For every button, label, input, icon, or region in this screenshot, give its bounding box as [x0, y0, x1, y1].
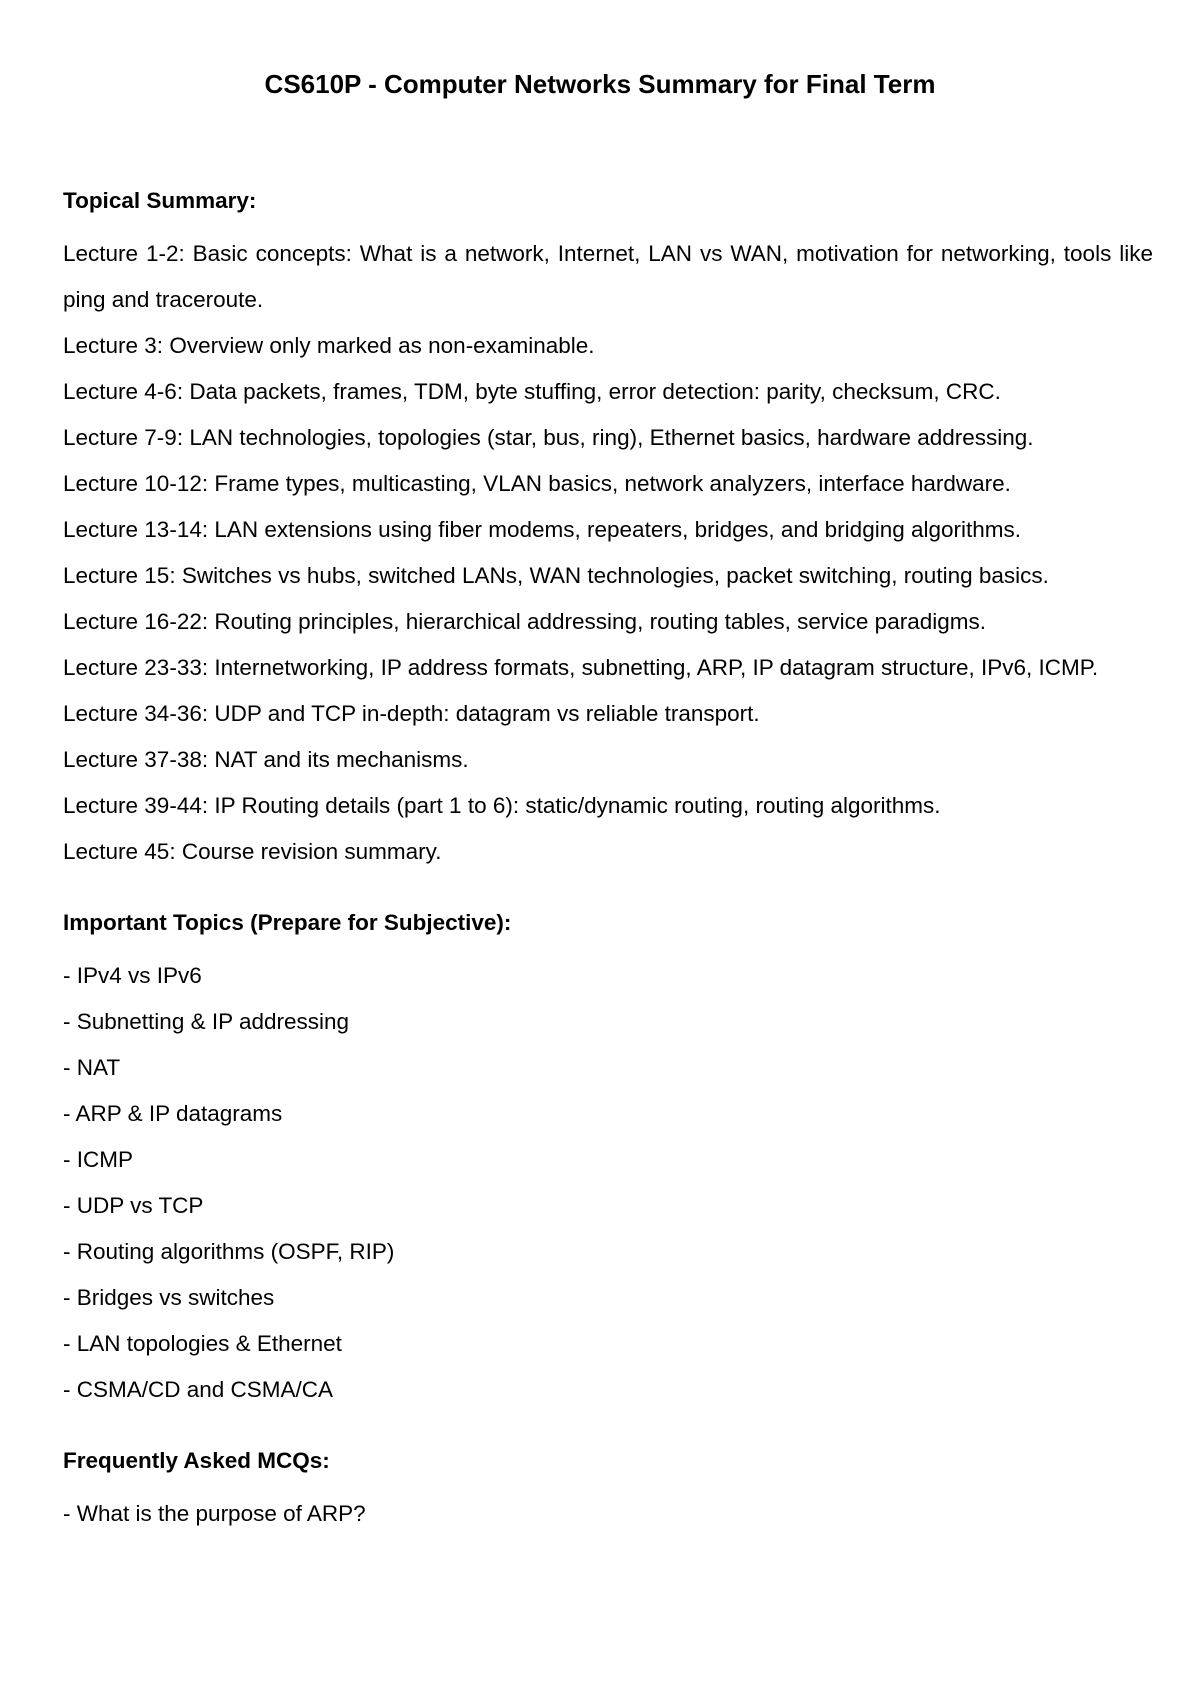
lecture-line: Lecture 45: Course revision summary.	[63, 839, 442, 864]
lecture-line: Lecture 39-44: IP Routing details (part 1 to 6): static/dynamic routing, routing algorithms.	[63, 793, 941, 818]
topic-item: - CSMA/CD and CSMA/CA	[63, 1377, 334, 1402]
document-title: CS610P - Computer Networks Summary for Final Term	[264, 69, 936, 99]
lecture-line: Lecture 37-38: NAT and its mechanisms.	[63, 747, 469, 772]
mcq-item: - What is the purpose of ARP?	[63, 1501, 366, 1526]
topic-item: - ARP & IP datagrams	[63, 1101, 283, 1126]
topic-item: - NAT	[63, 1055, 121, 1080]
topical-summary-list	[63, 231, 1153, 875]
lecture-line: Lecture 4-6: Data packets, frames, TDM, byte stuffing, error detection: parity, checksum, CRC.	[63, 379, 1001, 404]
topic-item: - Bridges vs switches	[63, 1285, 275, 1310]
lecture-line: Lecture 1-2: Basic concepts: What is a network, Internet, LAN vs WAN, motivation for networking, tools like ping and traceroute.	[63, 241, 1153, 312]
topic-item: - IPv4 vs IPv6	[63, 963, 202, 988]
lecture-line: Lecture 15: Switches vs hubs, switched LANs, WAN technologies, packet switching, routing basics.	[63, 563, 1049, 588]
topic-item: - Routing algorithms (OSPF, RIP)	[63, 1239, 395, 1264]
important-topics-heading: Important Topics (Prepare for Subjective):	[63, 910, 512, 935]
lecture-line: Lecture 23-33: Internetworking, IP address formats, subnetting, ARP, IP datagram structure, IPv6, ICMP.	[63, 655, 1099, 680]
lecture-line: Lecture 34-36: UDP and TCP in-depth: datagram vs reliable transport.	[63, 701, 760, 726]
topical-summary-heading: Topical Summary:	[63, 188, 257, 213]
topic-item: - UDP vs TCP	[63, 1193, 204, 1218]
topic-item: - Subnetting & IP addressing	[63, 1009, 350, 1034]
frequent-mcqs-list	[63, 1491, 1153, 1537]
document-body	[63, 183, 1153, 1537]
frequent-mcqs-heading: Frequently Asked MCQs:	[63, 1448, 330, 1473]
important-topics-list	[63, 953, 1153, 1413]
lecture-line: Lecture 7-9: LAN technologies, topologies (star, bus, ring), Ethernet basics, hardware addressing.	[63, 425, 1034, 450]
lecture-line: Lecture 3: Overview only marked as non-examinable.	[63, 333, 595, 358]
topic-item: - ICMP	[63, 1147, 133, 1172]
topic-item: - LAN topologies & Ethernet	[63, 1331, 342, 1356]
lecture-line: Lecture 16-22: Routing principles, hierarchical addressing, routing tables, service paradigms.	[63, 609, 986, 634]
lecture-line: Lecture 13-14: LAN extensions using fiber modems, repeaters, bridges, and bridging algorithms.	[63, 517, 1022, 542]
lecture-line: Lecture 10-12: Frame types, multicasting, VLAN basics, network analyzers, interface hardware.	[63, 471, 1011, 496]
